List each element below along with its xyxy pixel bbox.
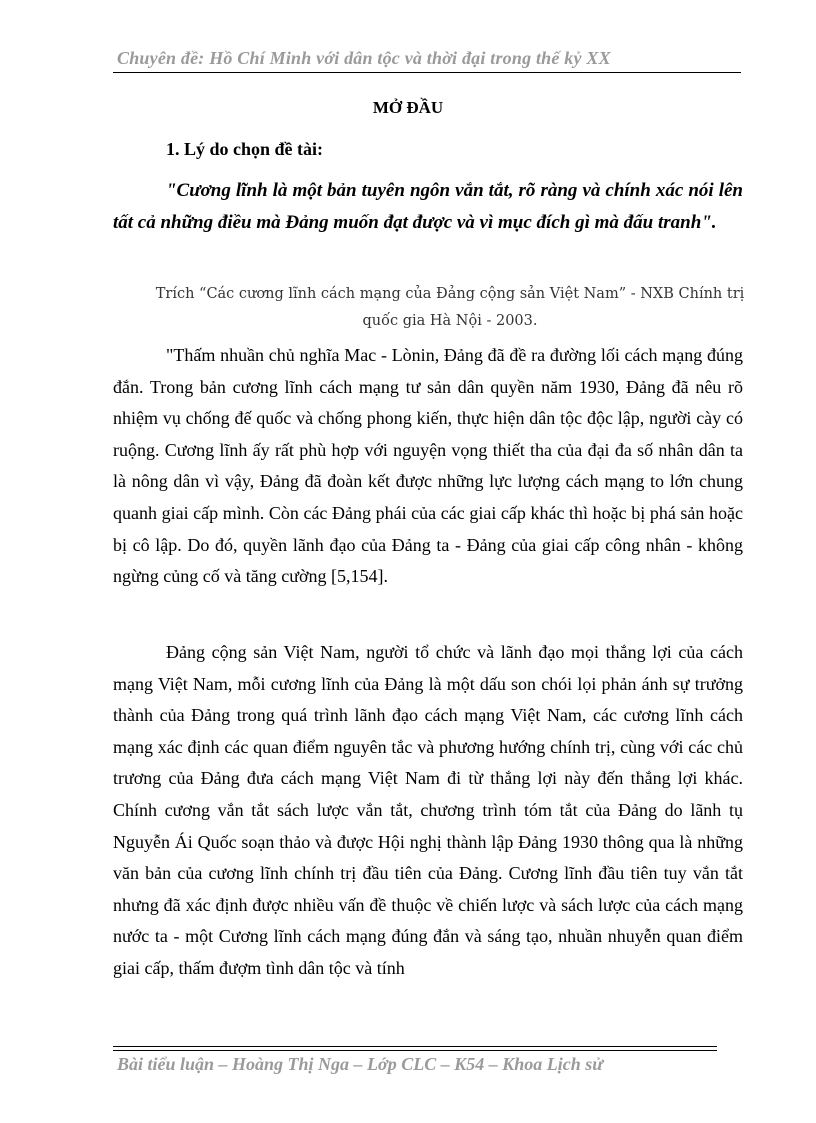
footer-divider-bottom (113, 1050, 717, 1051)
section-heading: 1. Lý do chọn đề tài: (166, 139, 324, 159)
page-title: MỞ ĐẦU (372, 98, 444, 117)
footer-divider-top (113, 1046, 717, 1047)
body-paragraph-2: Đảng cộng sản Việt Nam, người tổ chức và lãnh đạo mọi thắng lợi của cách mạng Việt Nam, mỗi cương lĩnh của Đảng là một dấu son chói lọi phản ánh sự trưởng thành của Đảng trong quá trình lãnh đạo cách mạng Việt Nam, các cương lĩnh cách mạng xác định các quan điểm nguyên tắc và phương hướng chính trị, cùng với các chủ trương của Đảng đưa cách mạng Việt Nam đi từ thắng lợi này đến thắng lợi khác. Chính cương vắn tắt sách lược vắn tắt, chương trình tóm tắt của Đảng do lãnh tụ Nguyễn Ái Quốc soạn thảo và được Hội nghị thành lập Đảng 1930 thông qua là những văn bản của cương lĩnh chính trị đầu tiên của Đảng. Cương lĩnh đầu tiên tuy vắn tắt nhưng đã xác định được nhiều vấn đề thuộc về chiến lược và sách lược của cách mạng nước ta - một Cương lĩnh cách mạng đúng đắn và sáng tạo, nhuần nhuyễn quan điểm giai cấp, thấm đượm tình dân tộc và tính (113, 642, 743, 978)
quote-citation: Trích “Các cương lĩnh cách mạng của Đảng cộng sản Việt Nam” - NXB Chính trị quốc gia Hà Nội - 2003. (155, 286, 745, 329)
epigraph-quote: "Cương lĩnh là một bản tuyên ngôn vắn tắt, rõ ràng và chính xác nói lên tất cả những điều mà Đảng muốn đạt được và vì mục đích gì mà đấu tranh". (113, 180, 743, 233)
body-paragraph-1: "Thấm nhuần chủ nghĩa Mac - Lònin, Đảng đã đề ra đường lối cách mạng đúng đắn. Trong bản cương lĩnh cách mạng tư sản dân quyền năm 1930, Đảng đã nêu rõ nhiệm vụ chống đế quốc và chống phong kiến, thực hiện dân tộc độc lập, người cày có ruộng. Cương lĩnh ấy rất phù hợp với nguyện vọng thiết tha của đại đa số nhân dân ta là nông dân vì vậy, Đảng đã đoàn kết được những lực lượng cách mạng to lớn chung quanh giai cấp mình. Còn các Đảng phái của các giai cấp khác thì hoặc bị phá sản hoặc bị cô lập. Do đó, quyền lãnh đạo của Đảng ta - Đảng của giai cấp công nhân - không ngừng củng cố và tăng cường [5,154]. (113, 345, 743, 587)
header-divider (113, 72, 741, 73)
running-header: Chuyên đề: Hồ Chí Minh với dân tộc và thời đại trong thế kỷ XX (117, 48, 611, 68)
running-footer: Bài tiểu luận – Hoàng Thị Nga – Lớp CLC – K54 – Khoa Lịch sử (117, 1054, 604, 1074)
